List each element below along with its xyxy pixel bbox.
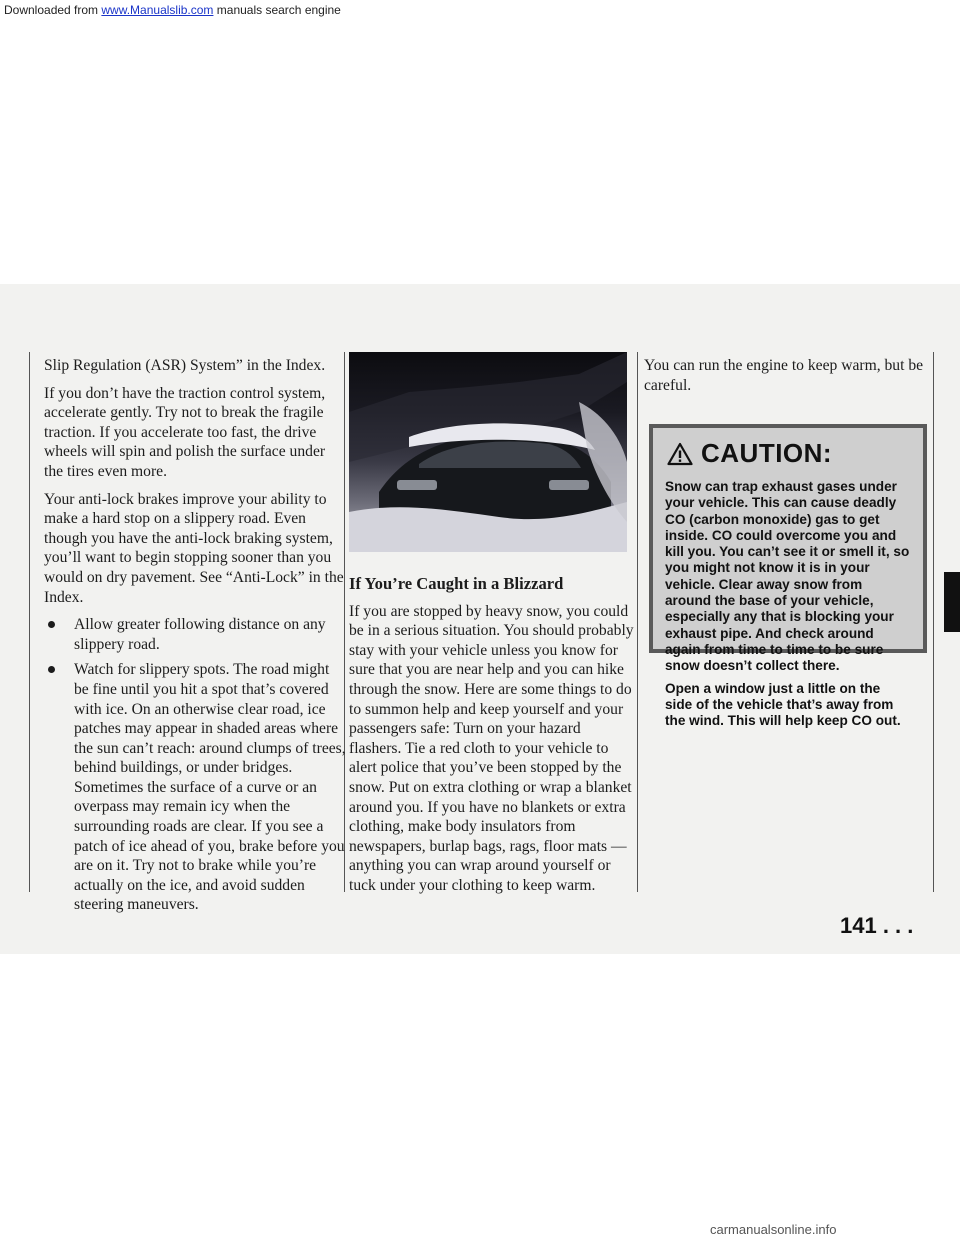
watermark-prefix: Downloaded from [4,3,102,17]
bullet-text: Allow greater following distance on any slippery road. [74,616,326,653]
snowbound-car-photo [349,352,627,552]
bullet-text: Watch for slippery spots. The road might be fine until you hit a spot that’s covered with ice. On an otherwise clear road, ice patches may appear in shaded areas where the sun can’t reach: around clumps of trees, behind buildings, or under bridges. Sometimes the surface of a curve or an overpass may remain icy when the surrounding roads are clear. If you see a patch of ice ahead of you, brake before you are on it. Try not to brake while you’re actually on the ice, and avoid sudden steering maneuvers. [74,661,346,914]
manualslib-link[interactable]: www.Manualslib.com [101,3,214,17]
list-item [44,660,346,915]
left-rule [29,352,30,892]
list-item [44,615,346,654]
car-in-snow-illustration [349,352,627,552]
section-tab [944,572,960,632]
bullet-icon [48,666,55,673]
caution-text-1: Snow can trap exhaust gases under your vehicle. This can cause deadly CO (carbon monoxide) gas to get inside. CO could overcome you and kill you. You can’t see it or smell it, so you might not know it is in your vehicle. Clear away snow from around the base of your vehicle, especially any that is blocking your exhaust pipe. And check around again from time to time to be sure snow doesn’t collect there. [665,479,910,674]
watermark-suffix: manuals search engine [213,3,341,17]
bullet-list [44,615,346,915]
column-2 [349,574,634,904]
page-number: 141 . . . [840,913,914,938]
traction-paragraph: If you don’t have the traction control system, accelerate gently. Try not to break the fragile traction. If you accelerate too fast, the drive wheels will spin and polish the surface under the tires even more. [44,384,326,480]
column-1 [44,356,346,921]
asr-reference: Slip Regulation (ASR) System” in the Index. [44,357,326,374]
run-engine-paragraph: You can run the engine to keep warm, but be careful. [644,357,924,394]
column-3 [644,356,929,403]
caution-title: CAUTION: [701,438,833,468]
caution-box [649,424,927,729]
center-rule-2 [637,352,638,892]
blizzard-paragraph: If you are stopped by heavy snow, you could be in a serious situation. You should probably stay with your vehicle unless you know for sure that you are near help and you can hike through the snow. Here are some things to do to summon help and keep yourself and your passengers safe: Turn on your hazard flashers. Tie a red cloth to your vehicle to alert police that you’ve been stopped by the snow. Put on extra clothing or wrap a blanket around you. If you have no blankets or extra clothing, make body insulators from newspapers, burlap bags, rags, floor mats — anything you can wrap around yourself or tuck under your clothing to keep warm. [349,602,634,894]
bullet-icon [48,621,55,628]
caution-header [667,438,911,469]
right-rule [933,352,934,892]
caution-text-2: Open a window just a little on the side of the vehicle that’s away from the wind. This will help keep CO out. [665,680,901,729]
warning-triangle-icon [667,442,693,466]
anti-lock-paragraph: Your anti-lock brakes improve your ability to make a hard stop on a slippery road. Even though you have the anti-lock braking system, you’ll want to begin stopping sooner than you would on dry pavement. See “Anti-Lock” in the Index. [44,490,344,606]
caution-content [653,428,923,729]
blizzard-heading: If You’re Caught in a Blizzard [349,574,564,593]
download-watermark [4,3,341,17]
site-watermark: carmanualsonline.info [710,1222,837,1237]
